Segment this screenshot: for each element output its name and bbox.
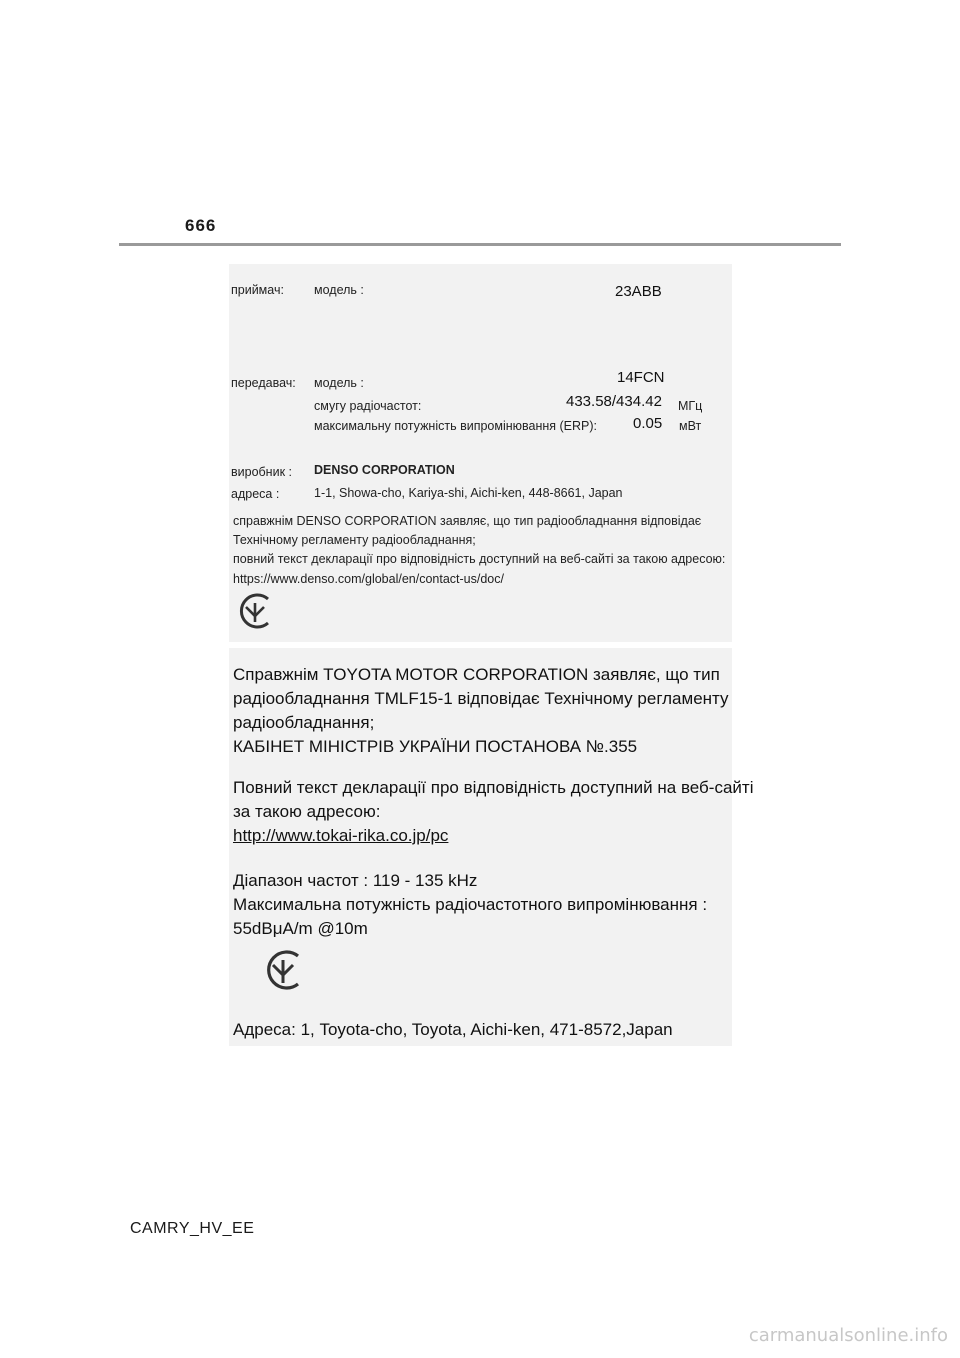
denso-declaration-line-2: Технічному регламенту радіообладнання; xyxy=(233,533,476,547)
transmitter-model-value: 14FCN xyxy=(617,369,665,386)
tokai-declaration-line-2: радіообладнання TMLF15-1 відповідає Технічному регламенту xyxy=(233,689,729,708)
receiver-label: приймач: xyxy=(231,283,284,297)
band-value: 433.58/434.42 xyxy=(566,393,662,410)
address-label: адреса : xyxy=(231,487,280,501)
frequency-range: Діапазон частот : 119 - 135 kHz xyxy=(233,871,478,890)
tokai-fulltext-line-1: Повний текст декларації про відповідність доступний на веб-сайті xyxy=(233,778,754,797)
transmitter-model-label: модель : xyxy=(314,376,364,390)
denso-declaration-line-3: повний текст декларації про відповідність доступний на веб-сайті за такою адресою: xyxy=(233,552,726,566)
receiver-model-label: модель : xyxy=(314,283,364,297)
page-number: 666 xyxy=(185,216,217,235)
tokai-declaration-line-4: КАБІНЕТ МІНІСТРІВ УКРАЇНИ ПОСТАНОВА №.355 xyxy=(233,737,638,756)
footer-document-code: CAMRY_HV_EE xyxy=(130,1220,255,1237)
tokai-declaration-line-1: Справжнім TOYOTA MOTOR CORPORATION заявляє, що тип xyxy=(233,665,720,684)
manufacturer-label: виробник : xyxy=(231,465,292,479)
receiver-model-value: 23ABB xyxy=(615,283,662,300)
tokai-url-link[interactable]: http://www.tokai-rika.co.jp/pc xyxy=(233,826,449,845)
band-unit: МГц xyxy=(678,399,703,413)
tokai-fulltext-line-2: за такою адресою: xyxy=(233,802,381,821)
denso-url: https://www.denso.com/global/en/contact-us/doc/ xyxy=(233,572,504,586)
power-unit: мВт xyxy=(679,419,702,433)
transmitter-label: передавач: xyxy=(231,376,296,390)
power-value: 0.05 xyxy=(633,415,663,432)
tokai-address: Адреса: 1, Toyota-cho, Toyota, Aichi-ken, 471-8572,Japan xyxy=(233,1020,673,1039)
tokai-declaration-line-3: радіообладнання; xyxy=(233,713,375,732)
address-value: 1-1, Showa-cho, Kariya-shi, Aichi-ken, 448-8661, Japan xyxy=(314,486,623,500)
ukrainian-conformity-mark-icon xyxy=(258,945,308,995)
manufacturer-value: DENSO CORPORATION xyxy=(314,463,455,477)
denso-declaration-line-1: справжнім DENSO CORPORATION заявляє, що тип радіообладнання відповідає xyxy=(233,514,702,528)
ukrainian-conformity-mark-icon xyxy=(233,589,277,633)
band-label: смугу радіочастот: xyxy=(314,399,422,413)
watermark: carmanualsonline.info xyxy=(748,1325,948,1346)
power-label: максимальну потужність випромінювання (ERP): xyxy=(314,419,598,433)
header-rule xyxy=(119,243,841,246)
max-power-label: Максимальна потужність радіочастотного випромінювання : xyxy=(233,895,708,914)
max-power-value: 55dBμA/m @10m xyxy=(233,919,368,938)
